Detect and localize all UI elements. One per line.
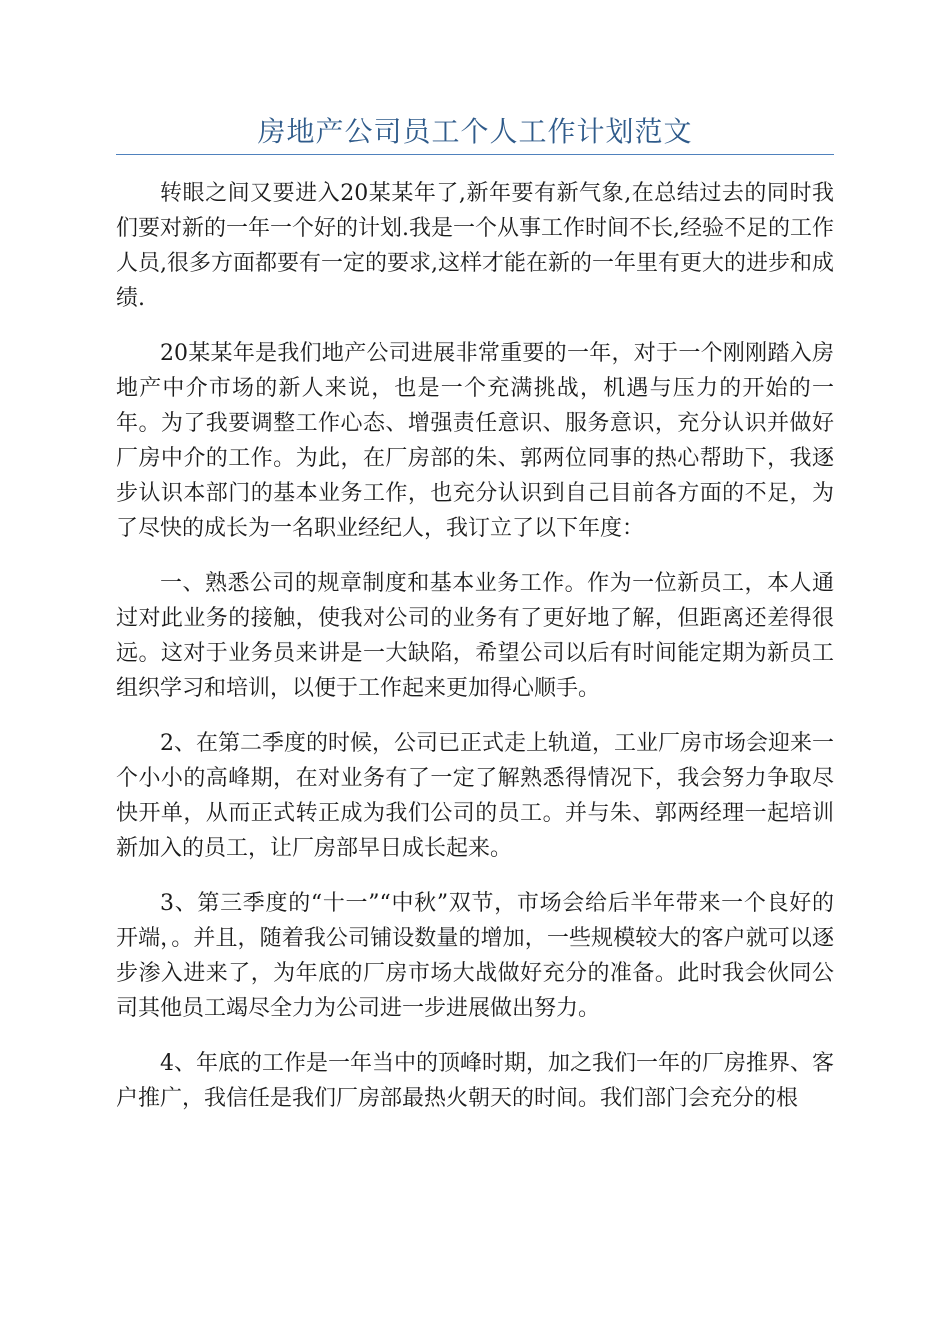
paragraph-year-overview: 20某某年是我们地产公司进展非常重要的一年，对于一个刚刚踏入房地产中介市场的新人来说，也是一个充满挑战，机遇与压力的开始的一年。为了我要调整工作心态、增强责任意识、服务意识，充分认识并做好厂房中介的工作。为此，在厂房部的朱、郭两位同事的热心帮助下，我逐步认识本部门的基本业务工作，也充分认识到自己目前各方面的不足，为了尽快的成长为一名职业经纪人，我订立了以下年度：: [116, 341, 834, 541]
paragraph-item-2: 2、在第二季度的时候，公司已正式走上轨道，工业厂房市场会迎来一个小小的高峰期，在对业务有了一定了解熟悉得情况下，我会努力争取尽快开单，从而正式转正成为我们公司的员工。并与朱、郭两经理一起培训新加入的员工，让厂房部早日成长起来。: [116, 731, 834, 861]
document-title: 房地产公司员工个人工作计划范文: [257, 115, 693, 148]
paragraph-intro: 转眼之间又要进入20某某年了,新年要有新气象,在总结过去的同时我们要对新的一年一个好的计划.我是一个从事工作时间不长,经验不足的工作人员,很多方面都要有一定的要求,这样才能在新的一年里有更大的进步和成绩.: [116, 181, 834, 311]
document-body: [116, 176, 834, 1136]
paragraph-item-4: 4、年底的工作是一年当中的顶峰时期，加之我们一年的厂房推界、客户推广，我信任是我们厂房部最热火朝天的时间。我们部门会充分的根: [116, 1051, 834, 1111]
paragraph-item-1: 一、熟悉公司的规章制度和基本业务工作。作为一位新员工，本人通过对此业务的接触，使我对公司的业务有了更好地了解，但距离还差得很远。这对于业务员来讲是一大缺陷，希望公司以后有时间能定期为新员工组织学习和培训，以便于工作起来更加得心顺手。: [116, 571, 834, 701]
paragraph-item-3: 3、第三季度的“十一”“中秋”双节，市场会给后半年带来一个良好的开端，。并且，随着我公司铺设数量的增加，一些规模较大的客户就可以逐步渗入进来了，为年底的厂房市场大战做好充分的准备。此时我会伙同公司其他员工竭尽全力为公司进一步进展做出努力。: [116, 891, 834, 1021]
title-underline: [116, 154, 834, 155]
